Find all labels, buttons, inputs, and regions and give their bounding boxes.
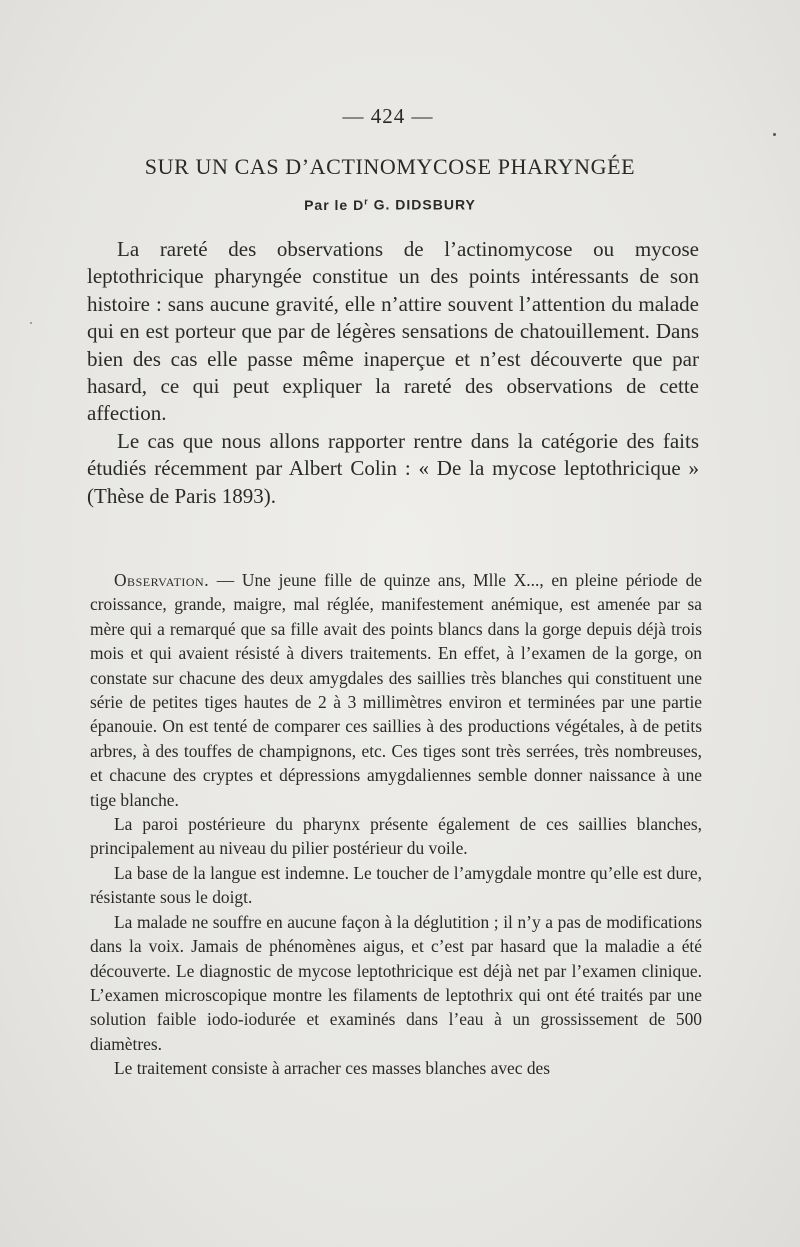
paper-speck [30, 322, 32, 324]
lead-text [87, 236, 699, 510]
observation-paragraph [90, 568, 702, 812]
lead-paragraph: La rareté des observations de l’actinomycose ou mycose leptothricique pharyngée constitue un des points intéressants de son histoire : sans aucune gravité, elle n’attire souvent l’attention du malade qui en est porteur que par de légères sensations de chatouillement. Dans bien des cas elle passe même inaperçue et n’est découverte que par hasard, ce qui peut expliquer la rareté des observations de cette affection. [87, 237, 699, 426]
observation-section [90, 568, 702, 1081]
author-prefix: Par le $D^r$ [304, 196, 369, 213]
article-author [0, 196, 780, 213]
page-number: — 424 — [342, 104, 434, 128]
observation-paragraph: Le traitement consiste à arracher ces masses blanches avec des [114, 1058, 551, 1079]
observation-paragraph: La malade ne souffre en aucune façon à la déglutition ; il n’y a pas de modifications dans la voix. Jamais de phénomènes aigus, et c’est par hasard que la maladie a été découverte. Le diagnostic de mycose leptothricique est déjà net par l’examen clinique. L’examen microscopique montre les filaments de leptothrix qui ont été traités par une solution faible iodo-iodurée et examinés dans l’eau à un grossissement de 500 diamètres. [90, 911, 702, 1054]
paper-speck [773, 133, 776, 136]
author-name: G. DIDSBURY [373, 196, 476, 213]
observation-text: — Une jeune fille de quinze ans, Mlle X..., en pleine période de croissance, grande, maigre, mal réglée, manifestement anémique, est amenée par sa mère qui a remarqué que sa fille avait des points blancs dans la gorge depuis déjà trois mois et qui avaient résisté à divers traitements. En effet, à l’examen de la gorge, on constate sur chacune des deux amygdales des saillies très blanches qui constituent une série de petites tiges hautes de 2 à 3 millimètres environ et terminées par une partie épanouie. On est tenté de comparer ces saillies à des productions végétales, à de petits arbres, à des touffes de champignons, etc. Ces tiges sont très serrées, très nombreuses, et chacune des cryptes et dépressions amygdaliennes semble donner naissance à une tige blanche. [90, 570, 702, 810]
article-title: SUR UN CAS D’ACTINOMYCOSE PHARYNGÉE [144, 154, 636, 179]
lead-paragraph: Le cas que nous allons rapporter rentre dans la catégorie des faits étudiés récemment par Albert Colin : « De la mycose leptothricique » (Thèse de Paris 1893). [87, 428, 699, 508]
observation-paragraph: La base de la langue est indemne. Le toucher de l’amygdale montre qu’elle est dure, résistante sous le doigt. [90, 862, 702, 908]
observation-label: Observation. [114, 570, 210, 590]
observation-paragraph: La paroi postérieure du pharynx présente également de ces saillies blanches, principalement au niveau du pilier postérieur du voile. [90, 814, 702, 859]
